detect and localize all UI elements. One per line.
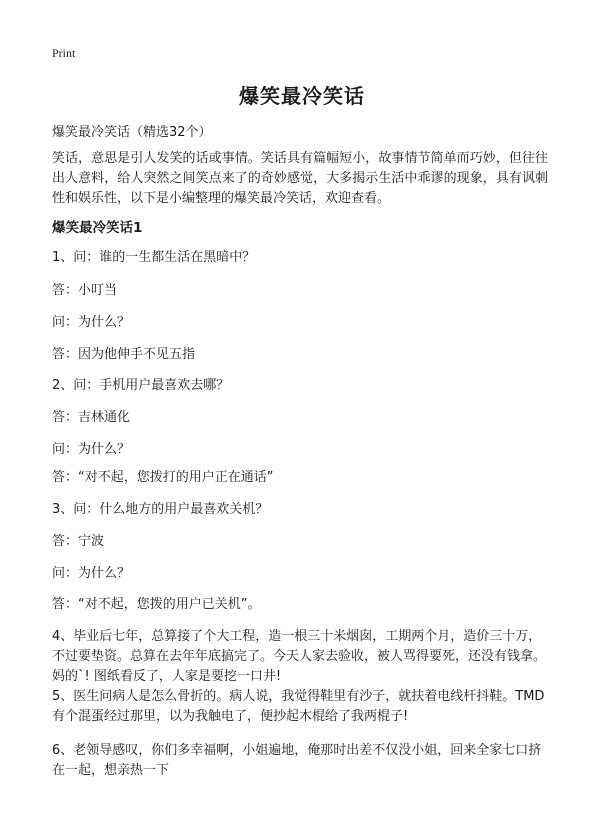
- joke-line: 答：宁波: [52, 534, 105, 549]
- joke-line: 答：“对不起，您拨打的用户正在通话”: [52, 470, 274, 485]
- print-link[interactable]: Print: [52, 46, 76, 60]
- joke-line: 3、问：什么地方的用户最喜欢关机？: [52, 502, 269, 517]
- joke-line: 答：“对不起，您拨的用户已关机”。: [52, 597, 261, 612]
- joke-paragraph: 4、毕业后七年，总算接了个大工程，造一根三十米烟囱，工期两个月，造价三十万，不过要垫资。总算在去年年底搞完了。今天人家去验收，被人骂得要死，还没有钱拿。妈的`! 图纸看反了，人家是要挖一口井!: [52, 629, 547, 684]
- joke-line: 2、问：手机用户最喜欢去哪？: [52, 378, 230, 393]
- document-subtitle: 爆笑最冷笑话（精选32个）: [52, 125, 212, 140]
- section-heading: 爆笑最冷笑话1: [52, 220, 143, 236]
- document-page: [52, 0, 552, 828]
- joke-line: 问：为什么？: [52, 315, 131, 330]
- joke-line: 答：小叮当: [52, 283, 118, 298]
- joke-line: 1、问：谁的一生都生活在黑暗中？: [52, 250, 256, 265]
- joke-line: 答：因为他伸手不见五指: [52, 347, 196, 362]
- intro-paragraph: 笑话，意思是引人发笑的话或事情。笑话具有篇幅短小，故事情节简单而巧妙，但往往出人意料，给人突然之间笑点来了的奇妙感觉，大多揭示生活中乖谬的现象，具有讽刺性和娱乐性，以下是小编整理的爆笑最冷笑话，欢迎查看。: [52, 151, 548, 206]
- joke-line: 问：为什么？: [52, 442, 131, 457]
- joke-paragraph: 6、老领导感叹，你们多幸福啊，小姐遍地，俺那时出差不仅没小姐，回来全家七口挤在一起，想亲热一下: [52, 743, 542, 778]
- joke-line: 答：吉林通化: [52, 410, 131, 425]
- joke-line: 问：为什么？: [52, 566, 131, 581]
- page-title: 爆笑最冷笑话: [239, 84, 365, 108]
- joke-paragraph: 5、医生问病人是怎么骨折的。病人说，我觉得鞋里有沙子，就扶着电线杆抖鞋。TMD有个混蛋经过那里，以为我触电了，便抄起木棍给了我两棍子!: [52, 689, 545, 724]
